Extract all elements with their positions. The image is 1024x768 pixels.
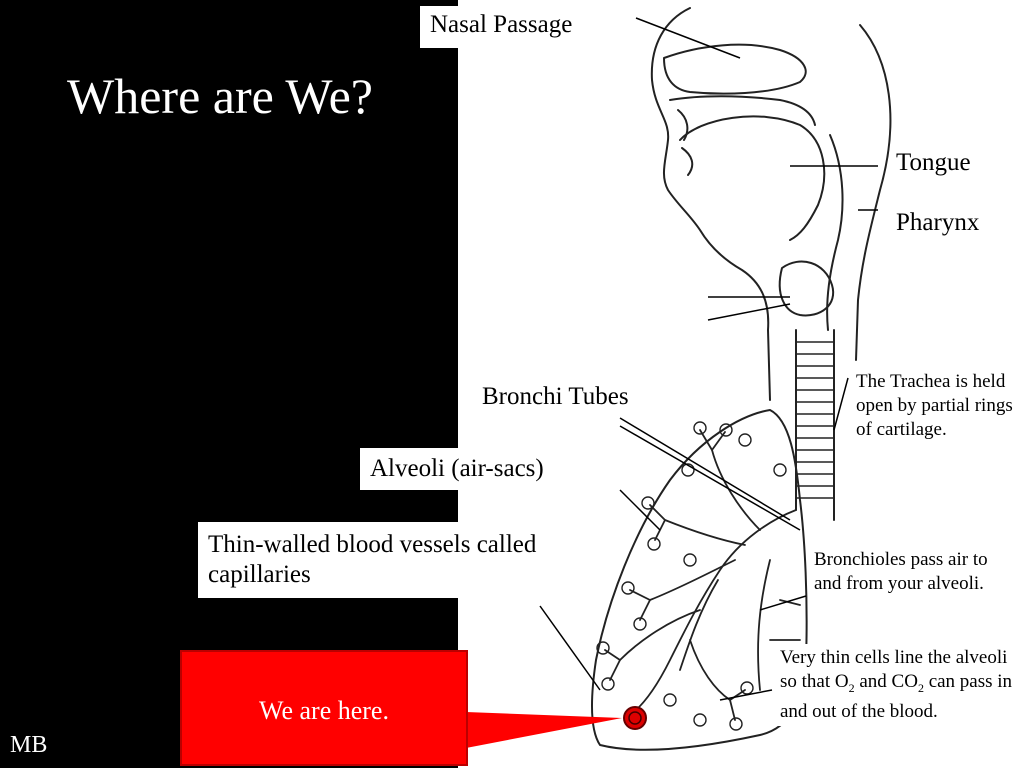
tongue-shape	[680, 116, 824, 240]
leader-bronchi-1	[620, 418, 790, 520]
head-outline	[652, 8, 770, 400]
trachea-rings	[796, 342, 834, 498]
leader-thincells	[720, 690, 772, 700]
leader-trachea	[834, 378, 848, 430]
we-are-here-callout	[180, 650, 468, 766]
alveoli-clusters	[597, 422, 786, 730]
leader-capillaries	[540, 606, 600, 690]
thin-cells-text-1: Very thin cells line the alveoli so that O	[780, 647, 1008, 692]
co2-subscript: 2	[917, 680, 924, 695]
label-tongue: Tongue	[892, 146, 975, 180]
teeth	[678, 110, 692, 175]
slide-title: Where are We?	[67, 68, 373, 124]
author-initials: MB	[10, 732, 48, 758]
label-trachea: The Trachea is held open by partial rings of cartilage.	[850, 368, 1022, 444]
location-marker	[624, 707, 646, 729]
label-bronchi-tubes: Bronchi Tubes	[478, 380, 633, 414]
back-of-head	[856, 25, 890, 360]
label-pharynx: Pharynx	[892, 206, 983, 240]
palate	[670, 96, 815, 125]
label-capillaries: Thin-walled blood vessels called capillaries	[198, 522, 594, 598]
label-alveoli: Alveoli (air-sacs)	[360, 448, 554, 490]
thin-cells-text-2: and CO	[854, 671, 918, 692]
pharynx-wall	[827, 135, 842, 330]
larynx	[780, 262, 833, 316]
o2-subscript: 2	[848, 680, 855, 695]
leader-larynx-2	[708, 304, 790, 320]
label-thin-cells	[774, 644, 1024, 726]
leader-bronchi-2	[620, 426, 800, 530]
nasal-cavity	[664, 45, 806, 94]
thin-cells-text-3: can pass in and out of the blood.	[780, 671, 1013, 722]
callout-text: We are here.	[259, 696, 389, 725]
leader-nasal	[636, 18, 740, 58]
leader-bronchioles	[760, 596, 806, 610]
label-nasal-passage: Nasal Passage	[420, 6, 582, 48]
label-bronchioles: Bronchioles pass air to and from your alveoli.	[808, 546, 1010, 598]
